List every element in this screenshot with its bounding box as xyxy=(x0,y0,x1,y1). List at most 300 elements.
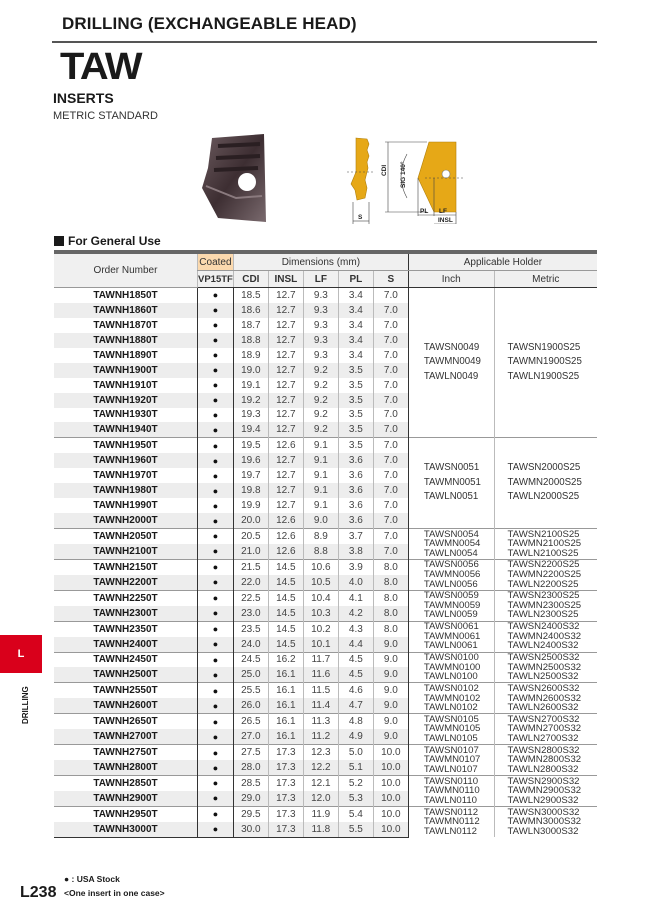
holder-inch-item[interactable]: TAWLN0105 xyxy=(423,732,478,744)
pl-value: 3.6 xyxy=(338,498,373,513)
header-applicable-holder: Applicable Holder xyxy=(408,252,597,271)
pl-value: 3.8 xyxy=(338,544,373,559)
header-pl: PL xyxy=(338,271,373,288)
holder-metric-cell xyxy=(494,621,597,652)
header-metric: Metric xyxy=(494,271,597,288)
holder-metric-item[interactable]: TAWSN2500S32 xyxy=(507,652,580,664)
stock-indicator: ● xyxy=(198,621,234,636)
cdi-value: 18.6 xyxy=(233,303,268,318)
order-number: TAWNH2950T xyxy=(54,806,198,821)
pl-value: 4.4 xyxy=(338,637,373,652)
holder-inch-cell xyxy=(408,714,494,745)
chapter-tab-letter: L xyxy=(17,648,25,660)
cdi-value: 25.5 xyxy=(233,683,268,698)
order-number: TAWNH1860T xyxy=(54,303,198,318)
cdi-value: 19.2 xyxy=(233,393,268,408)
lf-value: 8.8 xyxy=(303,544,338,559)
holder-inch-cell xyxy=(408,288,494,438)
pl-value: 4.6 xyxy=(338,683,373,698)
pl-value: 4.1 xyxy=(338,590,373,605)
insl-label: INSL xyxy=(438,217,453,224)
holder-inch-item[interactable]: TAWSN0056 xyxy=(423,559,479,571)
holder-metric-item[interactable]: TAWLN2700S32 xyxy=(507,732,579,744)
order-number: TAWNH2550T xyxy=(54,683,198,698)
cdi-value: 29.5 xyxy=(233,806,268,821)
pl-value: 3.4 xyxy=(338,348,373,363)
cdi-value: 18.8 xyxy=(233,333,268,348)
holder-inch-cell xyxy=(408,438,494,529)
holder-inch-item[interactable]: TAWLN0059 xyxy=(423,609,478,621)
table-row xyxy=(54,652,597,667)
order-number: TAWNH2450T xyxy=(54,652,198,667)
pl-value: 3.5 xyxy=(338,422,373,437)
holder-inch-item[interactable]: TAWMN0110 xyxy=(423,785,480,797)
holder-metric-item[interactable]: TAWLN2300S25 xyxy=(507,609,579,621)
holder-metric-item[interactable]: TAWSN1900S25 xyxy=(507,341,581,353)
stock-indicator: ● xyxy=(198,776,234,791)
order-number: TAWNH1880T xyxy=(54,333,198,348)
table-body xyxy=(54,288,597,838)
order-number: TAWNH2300T xyxy=(54,606,198,621)
holder-inch-cell xyxy=(408,590,494,621)
s-value: 9.0 xyxy=(373,714,408,729)
order-number: TAWNH2400T xyxy=(54,637,198,652)
table-row xyxy=(54,288,597,303)
cdi-value: 20.0 xyxy=(233,513,268,528)
lf-value: 9.2 xyxy=(303,422,338,437)
insl-value: 14.5 xyxy=(268,606,303,621)
lf-value: 9.1 xyxy=(303,453,338,468)
order-number: TAWNH2050T xyxy=(54,529,198,544)
holder-inch-item[interactable]: TAWLN0051 xyxy=(423,491,479,503)
stock-indicator: ● xyxy=(198,348,234,363)
cdi-value: 19.6 xyxy=(233,453,268,468)
lf-value: 9.0 xyxy=(303,513,338,528)
s-value: 7.0 xyxy=(373,318,408,333)
chapter-tab[interactable] xyxy=(0,635,42,673)
holder-inch-item[interactable]: TAWSN0112 xyxy=(423,806,479,818)
order-number: TAWNH1890T xyxy=(93,349,158,361)
lf-value: 10.6 xyxy=(303,559,338,574)
insl-value: 12.6 xyxy=(268,544,303,559)
pl-value: 3.4 xyxy=(338,318,373,333)
s-value: 8.0 xyxy=(373,621,408,636)
insl-value: 17.3 xyxy=(268,806,303,821)
cdi-value: 19.9 xyxy=(233,498,268,513)
holder-inch-item[interactable]: TAWLN0049 xyxy=(423,370,479,382)
holder-metric-item[interactable]: TAWLN1900S25 xyxy=(507,370,580,382)
insl-value: 14.5 xyxy=(268,621,303,636)
stock-indicator: ● xyxy=(198,288,234,303)
stock-legend: ● : USA Stock xyxy=(64,874,120,884)
lf-value: 9.2 xyxy=(303,363,338,378)
holder-metric-item[interactable]: TAWMN2500S32 xyxy=(507,661,582,673)
holder-metric-cell xyxy=(494,652,597,683)
pl-value: 3.6 xyxy=(338,453,373,468)
s-value: 7.0 xyxy=(373,408,408,423)
holder-inch-item[interactable]: TAWSN0054 xyxy=(423,528,479,540)
holder-inch-item[interactable]: TAWLN0107 xyxy=(423,763,478,775)
table-row xyxy=(54,590,597,605)
order-number: TAWNH2500T xyxy=(54,667,198,682)
insl-value: 17.3 xyxy=(268,760,303,775)
s-value: 9.0 xyxy=(373,667,408,682)
order-number: TAWNH2350T xyxy=(54,621,198,636)
order-number: TAWNH2850T xyxy=(54,776,198,791)
insl-value: 14.5 xyxy=(268,590,303,605)
holder-inch-item[interactable]: TAWSN0061 xyxy=(423,621,479,633)
order-number: TAWNH1950T xyxy=(54,438,198,453)
holder-inch-cell xyxy=(408,683,494,714)
stock-indicator: ● xyxy=(198,378,234,393)
holder-metric-item[interactable]: TAWLN2000S25 xyxy=(507,491,580,503)
stock-indicator: ● xyxy=(198,683,234,698)
holder-metric-item[interactable]: TAWLN2400S32 xyxy=(507,640,579,652)
lf-value: 9.1 xyxy=(303,438,338,453)
stock-indicator: ● xyxy=(198,760,234,775)
series-title: TAW xyxy=(60,46,141,88)
stock-indicator: ● xyxy=(198,806,234,821)
holder-metric-item[interactable]: TAWSN2700S32 xyxy=(507,713,580,725)
order-number: TAWNH2200T xyxy=(54,575,198,590)
product-standard: METRIC STANDARD xyxy=(53,110,158,122)
holder-metric-item[interactable]: TAWMN2600S32 xyxy=(507,692,582,704)
insl-value: 17.3 xyxy=(268,791,303,806)
pl-value: 5.0 xyxy=(338,745,373,760)
holder-metric-item[interactable]: TAWSN2400S32 xyxy=(507,621,580,633)
insl-value: 16.1 xyxy=(268,698,303,713)
insl-value: 12.7 xyxy=(268,453,303,468)
cdi-value: 21.0 xyxy=(233,544,268,559)
holder-inch-item[interactable]: TAWMN0105 xyxy=(423,723,481,735)
lf-value: 11.9 xyxy=(303,806,338,821)
s-value: 7.0 xyxy=(373,378,408,393)
insert-dimension-diagram xyxy=(345,132,465,224)
chapter-label xyxy=(21,678,33,724)
lf-value: 12.1 xyxy=(303,776,338,791)
insl-value: 14.5 xyxy=(268,637,303,652)
holder-metric-item[interactable]: TAWSN2200S25 xyxy=(507,559,580,571)
chapter-label-text: DRILLING xyxy=(21,686,30,724)
holder-metric-item[interactable]: TAWMN2100S25 xyxy=(507,538,582,550)
header-insl: INSL xyxy=(268,271,303,288)
insert-spec-table xyxy=(54,250,597,838)
cdi-value: 19.5 xyxy=(233,438,268,453)
holder-metric-item[interactable]: TAWLN2100S25 xyxy=(507,547,579,559)
pl-value: 3.5 xyxy=(338,393,373,408)
stock-indicator: ● xyxy=(198,468,234,483)
insl-value: 12.7 xyxy=(268,333,303,348)
pl-value: 4.8 xyxy=(338,714,373,729)
lf-value: 11.5 xyxy=(303,683,338,698)
pl-value: 4.5 xyxy=(338,667,373,682)
cdi-value: 19.8 xyxy=(233,483,268,498)
lf-value: 9.1 xyxy=(303,498,338,513)
holder-metric-item[interactable]: TAWLN2200S25 xyxy=(507,578,579,590)
order-number: TAWNH1970T xyxy=(93,470,158,482)
stock-indicator: ● xyxy=(198,745,234,760)
insl-value: 12.7 xyxy=(268,408,303,423)
pl-value: 3.4 xyxy=(338,288,373,303)
cdi-value: 29.0 xyxy=(233,791,268,806)
cdi-value: 19.3 xyxy=(233,408,268,423)
order-number: TAWNH2000T xyxy=(54,513,198,528)
lf-value: 12.2 xyxy=(303,760,338,775)
holder-inch-item[interactable]: TAWSN0110 xyxy=(423,775,479,787)
holder-inch-item[interactable]: TAWMN0061 xyxy=(423,630,481,642)
lf-value: 11.8 xyxy=(303,822,338,837)
lf-value: 9.3 xyxy=(303,303,338,318)
holder-inch-item[interactable]: TAWLN0110 xyxy=(423,794,477,806)
holder-metric-item[interactable]: TAWLN2500S32 xyxy=(507,671,579,683)
s-value: 7.0 xyxy=(373,393,408,408)
header-coated: Coated xyxy=(198,252,234,271)
square-bullet-icon xyxy=(54,236,64,246)
s-value: 7.0 xyxy=(373,363,408,378)
holder-inch-item[interactable]: TAWLN0100 xyxy=(423,671,478,683)
holder-metric-item[interactable]: TAWMN2300S25 xyxy=(507,599,582,611)
lf-value: 11.7 xyxy=(303,652,338,667)
pl-value: 4.5 xyxy=(338,652,373,667)
cdi-value: 18.9 xyxy=(233,348,268,363)
insl-value: 16.1 xyxy=(268,729,303,744)
insl-value: 12.7 xyxy=(268,483,303,498)
lf-value: 9.1 xyxy=(303,468,338,483)
insl-value: 12.6 xyxy=(268,529,303,544)
lf-value: 9.2 xyxy=(303,393,338,408)
stock-indicator: ● xyxy=(198,422,234,437)
table-row xyxy=(54,559,597,574)
group-title xyxy=(54,234,161,248)
cdi-value: 25.0 xyxy=(233,667,268,682)
s-value: 7.0 xyxy=(373,288,408,303)
insl-value: 12.7 xyxy=(268,393,303,408)
holder-inch-item[interactable]: TAWLN0061 xyxy=(423,640,478,652)
insl-value: 14.5 xyxy=(268,559,303,574)
holder-metric-item[interactable]: TAWSN2300S25 xyxy=(507,590,580,602)
order-number: TAWNH2250T xyxy=(54,590,198,605)
holder-metric-item[interactable]: TAWLN2600S32 xyxy=(507,702,579,714)
table-row xyxy=(54,806,597,821)
lf-value: 9.1 xyxy=(303,483,338,498)
stock-indicator: ● xyxy=(198,438,234,453)
stock-indicator: ● xyxy=(198,303,234,318)
lf-value: 10.5 xyxy=(303,575,338,590)
s-label: S xyxy=(358,214,363,221)
stock-indicator: ● xyxy=(198,318,234,333)
header-inch: Inch xyxy=(408,271,494,288)
order-number: TAWNH2700T xyxy=(54,729,198,744)
holder-metric-item[interactable]: TAWMN2700S32 xyxy=(507,723,582,735)
holder-metric-cell xyxy=(494,590,597,621)
holder-inch-item[interactable]: TAWSN0059 xyxy=(423,590,479,602)
holder-inch-item[interactable]: TAWMN0056 xyxy=(423,569,481,581)
order-number: TAWNH1910T xyxy=(93,379,158,391)
pl-value: 3.4 xyxy=(338,303,373,318)
s-value: 7.0 xyxy=(373,303,408,318)
pl-value: 4.7 xyxy=(338,698,373,713)
lf-value: 10.2 xyxy=(303,621,338,636)
holder-metric-item[interactable]: TAWMN2200S25 xyxy=(507,569,582,581)
holder-inch-item[interactable]: TAWSN0049 xyxy=(423,341,480,353)
lf-value: 10.1 xyxy=(303,637,338,652)
order-number: TAWNH2750T xyxy=(54,745,198,760)
insl-value: 12.7 xyxy=(268,498,303,513)
cdi-value: 23.5 xyxy=(233,621,268,636)
holder-metric-item[interactable]: TAWSN2900S32 xyxy=(507,775,580,787)
stock-indicator: ● xyxy=(198,606,234,621)
s-value: 7.0 xyxy=(373,483,408,498)
holder-inch-item[interactable]: TAWLN0056 xyxy=(423,578,478,590)
order-number: TAWNH1850T xyxy=(93,289,158,301)
pl-value: 4.2 xyxy=(338,606,373,621)
insl-value: 12.6 xyxy=(268,513,303,528)
stock-indicator: ● xyxy=(198,698,234,713)
holder-inch-item[interactable]: TAWLN0054 xyxy=(423,547,478,559)
pl-value: 5.5 xyxy=(338,822,373,837)
holder-inch-item[interactable]: TAWMN0112 xyxy=(423,816,480,828)
cdi-value: 20.5 xyxy=(233,529,268,544)
cdi-value: 27.0 xyxy=(233,729,268,744)
s-value: 7.0 xyxy=(373,438,408,453)
stock-indicator: ● xyxy=(198,513,234,528)
lf-value: 9.3 xyxy=(303,348,338,363)
stock-indicator: ● xyxy=(198,667,234,682)
stock-indicator: ● xyxy=(198,637,234,652)
page-number: L238 xyxy=(20,884,57,901)
order-number: TAWNH1930T xyxy=(93,409,158,421)
pl-value: 5.2 xyxy=(338,776,373,791)
cdi-value: 19.4 xyxy=(233,422,268,437)
holder-metric-item[interactable]: TAWMN2000S25 xyxy=(507,476,582,488)
insl-value: 12.7 xyxy=(268,348,303,363)
order-number: TAWNH1960T xyxy=(54,453,198,468)
insl-value: 12.6 xyxy=(268,438,303,453)
lf-value: 10.4 xyxy=(303,590,338,605)
holder-inch-item[interactable]: TAWMN0100 xyxy=(423,661,481,673)
holder-metric-item[interactable]: TAWLN3000S32 xyxy=(507,825,579,837)
holder-metric-cell xyxy=(494,559,597,590)
holder-inch-item[interactable]: TAWMN0049 xyxy=(423,356,481,368)
holder-inch-cell xyxy=(408,559,494,590)
lf-value: 9.3 xyxy=(303,318,338,333)
holder-inch-item[interactable]: TAWLN0112 xyxy=(423,825,477,837)
holder-inch-item[interactable]: TAWMN0059 xyxy=(423,599,481,611)
holder-metric-item[interactable]: TAWLN2900S32 xyxy=(507,794,579,806)
lf-value: 9.3 xyxy=(303,333,338,348)
s-value: 8.0 xyxy=(373,606,408,621)
stock-indicator: ● xyxy=(198,453,234,468)
lf-value: 12.3 xyxy=(303,745,338,760)
holder-inch-item[interactable]: TAWSN0107 xyxy=(423,744,479,756)
header-s: S xyxy=(373,271,408,288)
cdi-value: 28.5 xyxy=(233,776,268,791)
stock-indicator: ● xyxy=(198,393,234,408)
holder-metric-item[interactable]: TAWSN3000S32 xyxy=(507,806,580,818)
pl-value: 3.4 xyxy=(338,333,373,348)
cdi-value: 19.7 xyxy=(233,468,268,483)
pl-value: 3.6 xyxy=(338,513,373,528)
holder-metric-item[interactable]: TAWLN2800S32 xyxy=(507,763,579,775)
order-number: TAWNH1920T xyxy=(54,393,198,408)
holder-metric-cell xyxy=(494,438,597,529)
holder-metric-item[interactable]: TAWMN2900S32 xyxy=(507,785,582,797)
s-value: 9.0 xyxy=(373,729,408,744)
s-value: 9.0 xyxy=(373,637,408,652)
cdi-value: 26.5 xyxy=(233,714,268,729)
stock-indicator: ● xyxy=(198,822,234,837)
stock-indicator: ● xyxy=(198,559,234,574)
holder-inch-item[interactable]: TAWLN0102 xyxy=(423,702,478,714)
cdi-value: 23.0 xyxy=(233,606,268,621)
order-number: TAWNH1980T xyxy=(54,483,198,498)
pl-value: 5.4 xyxy=(338,806,373,821)
pl-value: 4.3 xyxy=(338,621,373,636)
holder-inch-item[interactable]: TAWSN0105 xyxy=(423,713,479,725)
order-number: TAWNH1990T xyxy=(93,500,158,512)
pl-value: 3.9 xyxy=(338,559,373,574)
cdi-value: 24.0 xyxy=(233,637,268,652)
holder-metric-item[interactable]: TAWSN2100S25 xyxy=(507,528,580,540)
s-value: 7.0 xyxy=(373,348,408,363)
holder-inch-item[interactable]: TAWMN0102 xyxy=(423,692,481,704)
holder-inch-item[interactable]: TAWMN0054 xyxy=(423,538,481,550)
holder-inch-item[interactable]: TAWSN0102 xyxy=(423,682,479,694)
holder-metric-item[interactable]: TAWSN2600S32 xyxy=(507,682,580,694)
pl-value: 5.3 xyxy=(338,791,373,806)
header-cdi: CDI xyxy=(233,271,268,288)
stock-indicator: ● xyxy=(198,408,234,423)
s-value: 8.0 xyxy=(373,575,408,590)
cdi-value: 21.5 xyxy=(233,559,268,574)
stock-indicator: ● xyxy=(198,363,234,378)
holder-inch-item[interactable]: TAWMN0107 xyxy=(423,754,481,766)
cdi-value: 18.7 xyxy=(233,318,268,333)
insl-value: 16.2 xyxy=(268,652,303,667)
holder-inch-item[interactable]: TAWSN0051 xyxy=(423,462,480,474)
table-row xyxy=(54,714,597,729)
holder-metric-item[interactable]: TAWSN2000S25 xyxy=(507,462,581,474)
lf-label: LF xyxy=(439,208,447,215)
s-value: 9.0 xyxy=(373,698,408,713)
header-lf: LF xyxy=(303,271,338,288)
holder-inch-cell xyxy=(408,745,494,776)
cdi-value: 22.0 xyxy=(233,575,268,590)
s-value: 7.0 xyxy=(373,529,408,544)
header-grade: VP15TF xyxy=(198,271,234,288)
s-value: 9.0 xyxy=(373,683,408,698)
insl-value: 12.7 xyxy=(268,303,303,318)
pl-value: 3.5 xyxy=(338,363,373,378)
stock-indicator: ● xyxy=(198,575,234,590)
holder-metric-item[interactable]: TAWMN3000S32 xyxy=(507,816,582,828)
cdi-value: 19.0 xyxy=(233,363,268,378)
s-value: 7.0 xyxy=(373,513,408,528)
insl-value: 12.7 xyxy=(268,288,303,303)
holder-metric-item[interactable]: TAWMN2800S32 xyxy=(507,754,582,766)
holder-metric-item[interactable]: TAWMN2400S32 xyxy=(507,630,582,642)
lf-value: 10.3 xyxy=(303,606,338,621)
holder-inch-item[interactable]: TAWSN0100 xyxy=(423,652,479,664)
holder-metric-item[interactable]: TAWMN1900S25 xyxy=(507,356,582,368)
stock-indicator: ● xyxy=(198,652,234,667)
holder-inch-item[interactable]: TAWMN0051 xyxy=(423,476,481,488)
cdi-value: 19.1 xyxy=(233,378,268,393)
lf-value: 11.6 xyxy=(303,667,338,682)
s-value: 7.0 xyxy=(373,498,408,513)
stock-indicator: ● xyxy=(198,714,234,729)
holder-metric-item[interactable]: TAWSN2800S32 xyxy=(507,744,580,756)
